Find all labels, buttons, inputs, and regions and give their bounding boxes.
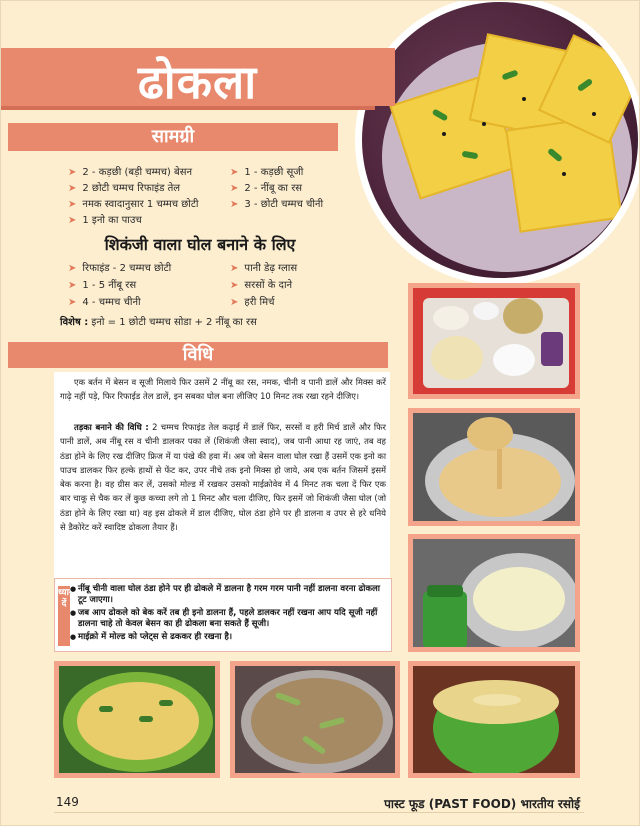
microwave-bowl-photo [408, 661, 580, 778]
dhokla-hero-photo [362, 2, 638, 278]
shikanji-item: ➤ पानी डेढ़ ग्लास [230, 263, 298, 274]
batter-in-mold-photo [54, 661, 220, 778]
ingredient-item: ➤ नमक स्वादानुसार 1 चम्मच छोटी [68, 199, 199, 210]
batter-mixing-photo [408, 408, 580, 526]
ingredient-item: ➤ 1 इनो का पाउच [68, 215, 142, 226]
special-note: विशेष : इनो = 1 छोटी चम्मच सोडा + 2 नींबू का रस [60, 317, 257, 328]
shikanji-item: ➤ सरसों के दाने [230, 280, 293, 291]
page-title: ढोकला [137, 55, 258, 109]
ingredients-heading: सामग्री [8, 123, 338, 151]
ingredient-item: ➤ 1 - कड़छी सूजी [230, 167, 304, 178]
ingredient-item: ➤ 2 - नींबू का रस [230, 183, 303, 194]
method-paragraph: तड़का बनाने की विधि : 2 चम्मच रिफाइंड तेल कढ़ाई में डालें फिर, सरसों व हरी मिर्च डालें और फिर पानी डालें, अब नींबू रस व चीनी डालकर पका लें (शिकंजी जैसा स्वाद), जब पानी आधा रह जाएं, तब वह ठंडा होने के लिए रख दीजिए फ्रिज में या पंखे की हवा में। अब जो बेसन वाला घोल रखा हैं उसमें एक इनो का पाउच डालकर फिर हल्के हाथों से फेंट कर, उपर नीचे तक इनो मिक्स हो जाये, अब एक बर्तन जिसमें इसमें बेक करना है। वह ग्रीस कर लें, उसको मोल्ड में रखकर उसको माईक्रोवेव में 4 मिनट तक चला दें फिर एक बार चाकू से चैक कर लें कुछ कच्चा लगे तो 1 मिनट और चला दीजिए, फिर इसमें जो शिकंजी जैसा घोल (जो ठंडा होने के लिए रखा था) वह इस ढोकले में डाल दीजिए, घोल ठंडा होने पर ही डालना व उपर से हरे धनिये से डैकोरेट करें स्वादिष्ट ढोकला तैयार हैं। [60, 422, 386, 533]
shikanji-item: ➤ 4 - चम्मच चीनी [68, 297, 141, 308]
tips-label: ध्यान दें [58, 586, 70, 646]
dhokla-with-chillies-photo [230, 661, 400, 778]
book-title: पास्ट फूड (PAST FOOD) भारतीय रसोई [384, 797, 580, 811]
page-number: 149 [56, 795, 79, 809]
method-paragraph: एक बर्तन में बेसन व सूजी मिलाये फिर उसमें 2 नींबू का रस, नमक, चीनी व पानी डालें और मिक्स करें गाढ़े नहीं पड़े, फिर रिफाईड तेल डालें, इन सबका घोल बना लीजिए 10 मिनट तक रखा रहने दीजिए। [60, 377, 386, 402]
tip-item: ● नींबू चीनी वाला घोल ठंडा होने पर ही ढोकले में डालना है गरम गरम पानी नहीं डालना वरना ढोकला टूट जाएगा। [78, 584, 384, 605]
ingredient-item: ➤ 3 - छोटी चम्मच चीनी [230, 199, 324, 210]
method-heading: विधि [8, 342, 388, 368]
shikanji-item: ➤ हरी मिर्च [230, 297, 275, 308]
shikanji-heading: शिकंजी वाला घोल बनाने के लिए [104, 235, 296, 254]
tip-item: ● जब आप ढोकले को बेक करें तब ही इनो डालना हैं, पहले डालकर नहीं रखना आप यदि सूजी नहीं डालना चाहे तो केवल बेसन का ही ढोकला बना सकते हैं सूजी। [78, 608, 384, 629]
ingredient-item: ➤ 2 - कड़छी (बड़ी चम्मच) बेसन [68, 167, 193, 178]
shikanji-item: ➤ 1 - 5 नींबू रस [68, 280, 137, 291]
ingredient-item: ➤ 2 छोटी चम्मच रिफाइंड तेल [68, 183, 181, 194]
tip-item: ● माईक्रो में मोल्ड को प्लेट्स से ढककर ही रखना है। [78, 632, 384, 643]
ingredients-tray-photo [408, 283, 580, 399]
shikanji-item: ➤ रिफाइंड - 2 चम्मच छोटी [68, 263, 172, 274]
tempering-photo [408, 534, 580, 652]
